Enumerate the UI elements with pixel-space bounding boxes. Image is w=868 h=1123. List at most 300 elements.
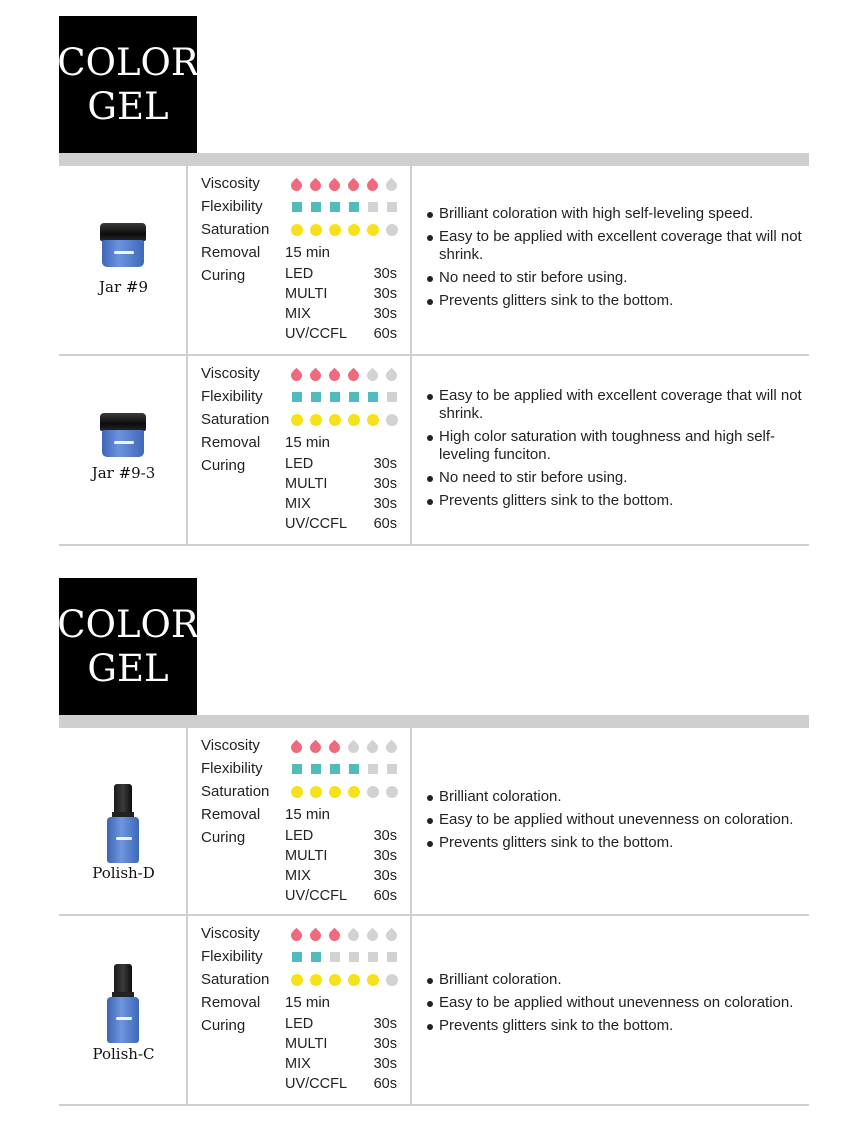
feature-item: No need to stir before using.: [426, 469, 811, 487]
curing-mode: MULTI: [285, 1036, 328, 1052]
saturation-mark: [307, 413, 326, 427]
dot-icon: [386, 974, 398, 986]
square-icon: [387, 952, 397, 962]
curing-table: [285, 1014, 397, 1094]
dot-icon: [367, 974, 379, 986]
square-icon: [330, 952, 340, 962]
removal-value: 15 min: [285, 434, 331, 451]
curing-mode: MIX: [285, 496, 311, 512]
viscosity-mark: [307, 367, 326, 381]
curing-mode: MIX: [285, 868, 311, 884]
square-icon: [387, 392, 397, 402]
dot-icon: [367, 786, 379, 798]
dot-icon: [348, 414, 360, 426]
viscosity-marks: [288, 367, 402, 381]
flexibility-marks: [288, 950, 402, 964]
dot-icon: [367, 414, 379, 426]
curing-mode: MULTI: [285, 476, 328, 492]
flexibility-label: Flexibility: [201, 198, 263, 215]
spec-block: [201, 362, 411, 532]
saturation-marks: [288, 413, 402, 427]
square-icon: [349, 202, 359, 212]
saturation-mark: [364, 785, 383, 799]
curing-row: [285, 494, 397, 514]
spec-cell: [190, 728, 412, 914]
curing-row: [285, 1054, 397, 1074]
features-cell: [414, 728, 809, 914]
saturation-mark: [326, 413, 345, 427]
curing-mode: LED: [285, 828, 314, 844]
dot-icon: [386, 414, 398, 426]
dot-icon: [310, 224, 322, 236]
saturation-mark: [307, 973, 326, 987]
viscosity-rating: [201, 362, 411, 385]
product-row: [59, 916, 809, 1106]
section-color-gel-2: [59, 578, 809, 1106]
bottle-icon: [105, 964, 141, 1044]
saturation-marks: [288, 973, 402, 987]
viscosity-mark: [307, 739, 326, 753]
drop-icon: [327, 928, 343, 944]
viscosity-mark: [345, 367, 364, 381]
square-icon: [349, 952, 359, 962]
removal-line: [201, 431, 411, 454]
drop-icon: [384, 178, 400, 194]
curing-label: Curing: [201, 829, 246, 846]
saturation-mark: [307, 785, 326, 799]
feature-list: [426, 788, 811, 857]
curing-line: [201, 826, 411, 904]
flexibility-mark: [326, 762, 345, 776]
viscosity-mark: [288, 177, 307, 191]
curing-time: 30s: [373, 1016, 397, 1032]
flexibility-mark: [364, 950, 383, 964]
flexibility-mark: [307, 950, 326, 964]
feature-item: No need to stir before using.: [426, 269, 811, 287]
curing-mode: MIX: [285, 306, 311, 322]
flexibility-rating: [201, 757, 411, 780]
dot-icon: [348, 224, 360, 236]
flexibility-mark: [364, 390, 383, 404]
section-title-line: GEL: [87, 84, 169, 128]
viscosity-rating: [201, 172, 411, 195]
curing-label: Curing: [201, 267, 246, 284]
jar-icon: [99, 223, 147, 267]
curing-row: [285, 264, 397, 284]
curing-time: 30s: [373, 286, 397, 302]
feature-item: Brilliant coloration with high self-leveling speed.: [426, 205, 811, 223]
viscosity-label: Viscosity: [201, 175, 260, 192]
drop-icon: [346, 368, 362, 384]
curing-line: [201, 454, 411, 532]
flexibility-label: Flexibility: [201, 948, 263, 965]
saturation-label: Saturation: [201, 783, 270, 800]
drop-icon: [308, 368, 324, 384]
drop-icon: [289, 368, 305, 384]
drop-icon: [289, 178, 305, 194]
feature-item: Easy to be applied with excellent coverage that will not shrink.: [426, 387, 811, 423]
square-icon: [292, 764, 302, 774]
drop-icon: [308, 740, 324, 756]
viscosity-mark: [326, 739, 345, 753]
feature-list: [426, 205, 811, 315]
dot-icon: [291, 224, 303, 236]
square-icon: [311, 392, 321, 402]
drop-icon: [384, 928, 400, 944]
removal-label: Removal: [201, 244, 261, 261]
removal-label: Removal: [201, 806, 261, 823]
drop-icon: [384, 368, 400, 384]
drop-icon: [384, 740, 400, 756]
feature-item: Prevents glitters sink to the bottom.: [426, 834, 811, 852]
section-title-line: GEL: [87, 646, 169, 690]
curing-row: [285, 514, 397, 534]
saturation-mark: [345, 973, 364, 987]
flexibility-mark: [307, 200, 326, 214]
section-divider-bar: [59, 153, 809, 166]
curing-row: [285, 304, 397, 324]
dot-icon: [386, 786, 398, 798]
saturation-mark: [345, 785, 364, 799]
saturation-rating: [201, 408, 411, 431]
viscosity-mark: [307, 927, 326, 941]
drop-icon: [308, 178, 324, 194]
saturation-mark: [288, 413, 307, 427]
dot-icon: [329, 786, 341, 798]
spec-cell: [190, 916, 412, 1104]
curing-time: 30s: [373, 828, 397, 844]
viscosity-mark: [288, 739, 307, 753]
dot-icon: [348, 974, 360, 986]
saturation-mark: [288, 223, 307, 237]
feature-item: Brilliant coloration.: [426, 971, 811, 989]
product-row: [59, 166, 809, 356]
curing-line: [201, 1014, 411, 1092]
feature-list: [426, 971, 811, 1040]
flexibility-rating: [201, 195, 411, 218]
flexibility-mark: [383, 950, 402, 964]
curing-row: [285, 886, 397, 906]
saturation-rating: [201, 780, 411, 803]
curing-label: Curing: [201, 457, 246, 474]
drop-icon: [327, 740, 343, 756]
dot-icon: [310, 786, 322, 798]
viscosity-mark: [326, 367, 345, 381]
flexibility-marks: [288, 200, 402, 214]
curing-mode: MULTI: [285, 848, 328, 864]
drop-icon: [289, 928, 305, 944]
viscosity-label: Viscosity: [201, 737, 260, 754]
flexibility-label: Flexibility: [201, 760, 263, 777]
square-icon: [292, 952, 302, 962]
dot-icon: [291, 974, 303, 986]
feature-item: Easy to be applied with excellent coverage that will not shrink.: [426, 228, 811, 264]
product-cell: [59, 916, 188, 1104]
saturation-mark: [345, 413, 364, 427]
square-icon: [311, 202, 321, 212]
spec-block: [201, 734, 411, 904]
features-cell: [414, 916, 809, 1104]
removal-line: [201, 991, 411, 1014]
flexibility-mark: [364, 762, 383, 776]
viscosity-marks: [288, 177, 402, 191]
drop-icon: [327, 368, 343, 384]
square-icon: [349, 392, 359, 402]
curing-time: 30s: [373, 476, 397, 492]
drop-icon: [365, 740, 381, 756]
curing-time: 30s: [373, 868, 397, 884]
flexibility-mark: [326, 200, 345, 214]
curing-mode: MULTI: [285, 286, 328, 302]
curing-table: [285, 826, 397, 906]
viscosity-mark: [383, 927, 402, 941]
viscosity-mark: [288, 927, 307, 941]
flexibility-mark: [383, 200, 402, 214]
flexibility-mark: [326, 950, 345, 964]
flexibility-mark: [307, 762, 326, 776]
spec-block: [201, 172, 411, 342]
product-cell: [59, 166, 188, 354]
square-icon: [387, 764, 397, 774]
flexibility-mark: [288, 950, 307, 964]
square-icon: [368, 202, 378, 212]
square-icon: [330, 202, 340, 212]
viscosity-mark: [383, 367, 402, 381]
section-color-gel-1: [59, 16, 809, 546]
dot-icon: [329, 414, 341, 426]
feature-item: Easy to be applied without unevenness on coloration.: [426, 994, 811, 1012]
saturation-marks: [288, 223, 402, 237]
drop-icon: [289, 740, 305, 756]
viscosity-label: Viscosity: [201, 925, 260, 942]
square-icon: [330, 764, 340, 774]
curing-row: [285, 866, 397, 886]
section-title: [59, 578, 197, 715]
curing-mode: MIX: [285, 1056, 311, 1072]
product-name: Polish-D: [92, 864, 155, 882]
square-icon: [387, 202, 397, 212]
square-icon: [292, 202, 302, 212]
flexibility-rating: [201, 385, 411, 408]
product-cell: [59, 728, 188, 914]
curing-row: [285, 284, 397, 304]
dot-icon: [310, 974, 322, 986]
flexibility-mark: [345, 200, 364, 214]
saturation-mark: [383, 413, 402, 427]
curing-row: [285, 454, 397, 474]
feature-item: Brilliant coloration.: [426, 788, 811, 806]
curing-mode: UV/CCFL: [285, 1076, 348, 1092]
removal-value: 15 min: [285, 994, 331, 1011]
flexibility-mark: [307, 390, 326, 404]
jar-icon: [99, 413, 147, 457]
square-icon: [311, 764, 321, 774]
dot-icon: [310, 414, 322, 426]
spec-block: [201, 922, 411, 1092]
saturation-mark: [345, 223, 364, 237]
viscosity-label: Viscosity: [201, 365, 260, 382]
curing-line: [201, 264, 411, 342]
square-icon: [368, 764, 378, 774]
curing-time: 30s: [373, 456, 397, 472]
feature-item: Easy to be applied without unevenness on coloration.: [426, 811, 811, 829]
flexibility-mark: [345, 390, 364, 404]
spec-cell: [190, 356, 412, 544]
flexibility-marks: [288, 390, 402, 404]
viscosity-mark: [288, 367, 307, 381]
feature-item: Prevents glitters sink to the bottom.: [426, 292, 811, 310]
viscosity-mark: [364, 367, 383, 381]
removal-value: 15 min: [285, 244, 331, 261]
saturation-mark: [364, 223, 383, 237]
viscosity-rating: [201, 922, 411, 945]
curing-mode: UV/CCFL: [285, 888, 348, 904]
curing-mode: LED: [285, 266, 314, 282]
square-icon: [311, 952, 321, 962]
product-cell: [59, 356, 188, 544]
saturation-mark: [383, 785, 402, 799]
curing-row: [285, 1074, 397, 1094]
flexibility-marks: [288, 762, 402, 776]
viscosity-marks: [288, 739, 402, 753]
viscosity-mark: [326, 927, 345, 941]
viscosity-mark: [364, 927, 383, 941]
saturation-label: Saturation: [201, 971, 270, 988]
dot-icon: [329, 974, 341, 986]
section-title: [59, 16, 197, 153]
saturation-mark: [307, 223, 326, 237]
features-cell: [414, 166, 809, 354]
square-icon: [292, 392, 302, 402]
dot-icon: [291, 414, 303, 426]
product-name: Jar #9: [98, 278, 148, 296]
saturation-mark: [364, 973, 383, 987]
bottle-icon: [105, 784, 141, 864]
curing-time: 60s: [373, 888, 397, 904]
section-divider-bar: [59, 715, 809, 728]
flexibility-mark: [383, 390, 402, 404]
drop-icon: [346, 740, 362, 756]
drop-icon: [365, 368, 381, 384]
curing-row: [285, 324, 397, 344]
dot-icon: [367, 224, 379, 236]
removal-label: Removal: [201, 434, 261, 451]
curing-row: [285, 846, 397, 866]
square-icon: [368, 392, 378, 402]
curing-label: Curing: [201, 1017, 246, 1034]
flexibility-mark: [288, 200, 307, 214]
flexibility-mark: [288, 762, 307, 776]
drop-icon: [327, 178, 343, 194]
viscosity-mark: [364, 177, 383, 191]
drop-icon: [346, 928, 362, 944]
viscosity-mark: [345, 739, 364, 753]
dot-icon: [386, 224, 398, 236]
curing-table: [285, 264, 397, 344]
flexibility-mark: [364, 200, 383, 214]
curing-mode: UV/CCFL: [285, 326, 348, 342]
curing-time: 30s: [373, 266, 397, 282]
saturation-mark: [288, 785, 307, 799]
flexibility-rating: [201, 945, 411, 968]
removal-line: [201, 241, 411, 264]
removal-line: [201, 803, 411, 826]
curing-table: [285, 454, 397, 534]
drop-icon: [365, 928, 381, 944]
viscosity-rating: [201, 734, 411, 757]
saturation-mark: [326, 785, 345, 799]
curing-mode: UV/CCFL: [285, 516, 348, 532]
drop-icon: [308, 928, 324, 944]
viscosity-mark: [383, 739, 402, 753]
curing-time: 60s: [373, 516, 397, 532]
feature-item: High color saturation with toughness and high self-leveling funciton.: [426, 428, 811, 464]
flexibility-label: Flexibility: [201, 388, 263, 405]
flexibility-mark: [345, 950, 364, 964]
curing-time: 30s: [373, 306, 397, 322]
flexibility-mark: [345, 762, 364, 776]
curing-time: 30s: [373, 496, 397, 512]
product-row: [59, 728, 809, 916]
feature-item: Prevents glitters sink to the bottom.: [426, 492, 811, 510]
curing-time: 30s: [373, 848, 397, 864]
section-title-line: COLOR: [57, 602, 199, 646]
curing-row: [285, 1034, 397, 1054]
curing-time: 60s: [373, 1076, 397, 1092]
viscosity-marks: [288, 927, 402, 941]
curing-time: 30s: [373, 1036, 397, 1052]
saturation-mark: [383, 973, 402, 987]
product-name: Jar #9-3: [91, 464, 156, 482]
viscosity-mark: [345, 927, 364, 941]
curing-mode: LED: [285, 456, 314, 472]
curing-row: [285, 826, 397, 846]
flexibility-mark: [288, 390, 307, 404]
viscosity-mark: [364, 739, 383, 753]
saturation-mark: [326, 223, 345, 237]
square-icon: [330, 392, 340, 402]
viscosity-mark: [326, 177, 345, 191]
viscosity-mark: [383, 177, 402, 191]
removal-label: Removal: [201, 994, 261, 1011]
saturation-marks: [288, 785, 402, 799]
section-title-line: COLOR: [57, 40, 199, 84]
saturation-mark: [364, 413, 383, 427]
curing-row: [285, 474, 397, 494]
curing-time: 30s: [373, 1056, 397, 1072]
saturation-mark: [326, 973, 345, 987]
saturation-mark: [383, 223, 402, 237]
dot-icon: [329, 224, 341, 236]
product-name: Polish-C: [92, 1045, 155, 1063]
feature-item: Prevents glitters sink to the bottom.: [426, 1017, 811, 1035]
drop-icon: [365, 178, 381, 194]
saturation-label: Saturation: [201, 411, 270, 428]
saturation-mark: [288, 973, 307, 987]
curing-time: 60s: [373, 326, 397, 342]
flexibility-mark: [383, 762, 402, 776]
saturation-rating: [201, 218, 411, 241]
product-row: [59, 356, 809, 546]
viscosity-mark: [307, 177, 326, 191]
curing-mode: LED: [285, 1016, 314, 1032]
square-icon: [368, 952, 378, 962]
saturation-label: Saturation: [201, 221, 270, 238]
features-cell: [414, 356, 809, 544]
dot-icon: [291, 786, 303, 798]
spec-cell: [190, 166, 412, 354]
drop-icon: [346, 178, 362, 194]
